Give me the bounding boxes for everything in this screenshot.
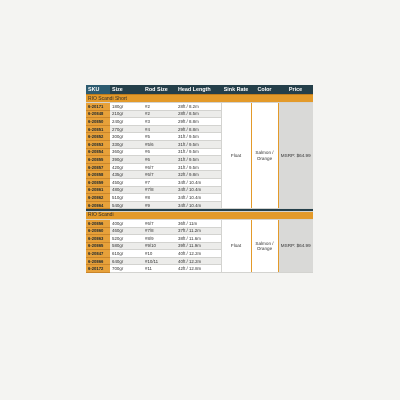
head-length-cell: 34ft / 10.4m xyxy=(176,201,221,209)
size-cell: 480gr xyxy=(110,186,143,194)
fly-line-spec-table xyxy=(86,85,313,273)
head-length-cell: 32ft / 9.8m xyxy=(176,171,221,179)
head-length-cell: 34ft / 10.4m xyxy=(176,178,221,186)
head-length-cell: 31ft / 9.5m xyxy=(176,163,221,171)
rod-size-cell: #6/7 xyxy=(143,163,176,171)
head-length-cell: 29ft / 8.8m xyxy=(176,118,221,126)
sku-cell: 6-20860 xyxy=(86,227,110,235)
size-cell: 390gr xyxy=(110,156,143,164)
size-cell: 420gr xyxy=(110,163,143,171)
sku-cell: 6-20853 xyxy=(86,140,110,148)
head-length-cell: 34ft / 10.4m xyxy=(176,194,221,202)
head-length-cell: 38ft / 11.6m xyxy=(176,235,221,243)
head-length-cell: 37ft / 11.2m xyxy=(176,227,221,235)
rod-size-cell: #3 xyxy=(143,118,176,126)
size-cell: 460gr xyxy=(110,227,143,235)
rod-size-cell: #5/6 xyxy=(143,140,176,148)
head-length-cell: 31ft / 9.5m xyxy=(176,148,221,156)
size-cell: 610gr xyxy=(110,250,143,258)
size-cell: 510gr xyxy=(110,194,143,202)
size-cell: 400gr xyxy=(110,219,143,227)
size-cell: 180gr xyxy=(110,103,143,111)
head-length-cell: 36ft / 11m xyxy=(176,219,221,227)
head-length-cell: 28ft / 8.2m xyxy=(176,103,221,111)
rod-size-cell: #8/9 xyxy=(143,235,176,243)
column-header-price: Price xyxy=(278,85,313,95)
sku-cell: 6-20851 xyxy=(86,125,110,133)
sku-cell: 6-20866 xyxy=(86,257,110,265)
head-length-cell: 39ft / 11.9m xyxy=(176,242,221,250)
color-cell: Salmon / Orange xyxy=(251,219,278,272)
spec-sheet xyxy=(86,85,313,273)
section-header-row xyxy=(86,211,313,219)
size-cell: 330gr xyxy=(110,140,143,148)
head-length-cell: 34ft / 10.4m xyxy=(176,186,221,194)
rod-size-cell: #6 xyxy=(143,148,176,156)
sku-cell: 6-20861 xyxy=(86,186,110,194)
column-header-head-length: Head Length xyxy=(176,85,221,95)
section-header-row xyxy=(86,95,313,103)
size-cell: 435gr xyxy=(110,171,143,179)
sku-cell: 6-20852 xyxy=(86,133,110,141)
header-row xyxy=(86,85,313,95)
rod-size-cell: #11 xyxy=(143,265,176,273)
color-cell: Salmon / Orange xyxy=(251,103,278,209)
sku-cell: 6-20848 xyxy=(86,110,110,118)
rod-size-cell: #8 xyxy=(143,194,176,202)
rod-size-cell: #2 xyxy=(143,103,176,111)
column-header-color: Color xyxy=(251,85,278,95)
sku-cell: 6-20857 xyxy=(86,163,110,171)
sku-cell: 6-20850 xyxy=(86,118,110,126)
size-cell: 520gr xyxy=(110,235,143,243)
rod-size-cell: #10/11 xyxy=(143,257,176,265)
column-header-sku: SKU xyxy=(86,85,110,95)
rod-size-cell: #7/8 xyxy=(143,186,176,194)
table-row xyxy=(86,103,313,111)
table-body xyxy=(86,95,313,273)
rod-size-cell: #2 xyxy=(143,110,176,118)
sink-rate-cell: Float xyxy=(221,103,251,209)
price-cell: MSRP: $64.99 xyxy=(278,219,313,272)
column-header-size: Size xyxy=(110,85,143,95)
rod-size-cell: #4 xyxy=(143,125,176,133)
size-cell: 240gr xyxy=(110,118,143,126)
size-cell: 640gr xyxy=(110,257,143,265)
sku-cell: 6-20862 xyxy=(86,194,110,202)
sku-cell: 6-20172 xyxy=(86,265,110,273)
sku-cell: 6-20859 xyxy=(86,178,110,186)
head-length-cell: 31ft / 9.5m xyxy=(176,156,221,164)
sku-cell: 6-20171 xyxy=(86,103,110,111)
rod-size-cell: #6 xyxy=(143,156,176,164)
size-cell: 210gr xyxy=(110,110,143,118)
size-cell: 360gr xyxy=(110,148,143,156)
column-header-rod-size: Rod Size xyxy=(143,85,176,95)
rod-size-cell: #9 xyxy=(143,201,176,209)
head-length-cell: 31ft / 9.5m xyxy=(176,140,221,148)
head-length-cell: 28ft / 8.5m xyxy=(176,110,221,118)
rod-size-cell: #7/8 xyxy=(143,227,176,235)
sku-cell: 6-20865 xyxy=(86,242,110,250)
head-length-cell: 29ft / 8.8m xyxy=(176,125,221,133)
sink-rate-cell: Float xyxy=(221,219,251,272)
sku-cell: 6-20858 xyxy=(86,171,110,179)
size-cell: 450gr xyxy=(110,178,143,186)
head-length-cell: 40ft / 12.2m xyxy=(176,257,221,265)
rod-size-cell: #9/10 xyxy=(143,242,176,250)
size-cell: 300gr xyxy=(110,133,143,141)
head-length-cell: 31ft / 9.5m xyxy=(176,133,221,141)
rod-size-cell: #7 xyxy=(143,178,176,186)
rod-size-cell: #6/7 xyxy=(143,171,176,179)
size-cell: 270gr xyxy=(110,125,143,133)
rod-size-cell: #6/7 xyxy=(143,219,176,227)
column-header-sink-rate: Sink Rate xyxy=(221,85,251,95)
section-title: RIO Scandi xyxy=(86,211,313,219)
sku-cell: 6-20863 xyxy=(86,235,110,243)
head-length-cell: 42ft / 12.8m xyxy=(176,265,221,273)
table-row xyxy=(86,219,313,227)
sku-cell: 6-20855 xyxy=(86,156,110,164)
sku-cell: 6-20864 xyxy=(86,201,110,209)
head-length-cell: 40ft / 12.2m xyxy=(176,250,221,258)
sku-cell: 6-20854 xyxy=(86,148,110,156)
rod-size-cell: #10 xyxy=(143,250,176,258)
sku-cell: 6-20847 xyxy=(86,250,110,258)
size-cell: 580gr xyxy=(110,242,143,250)
sku-cell: 6-20856 xyxy=(86,219,110,227)
section-title: RIO Scandi Short xyxy=(86,95,313,103)
price-cell: MSRP: $64.99 xyxy=(278,103,313,209)
rod-size-cell: #5 xyxy=(143,133,176,141)
size-cell: 540gr xyxy=(110,201,143,209)
size-cell: 700gr xyxy=(110,265,143,273)
